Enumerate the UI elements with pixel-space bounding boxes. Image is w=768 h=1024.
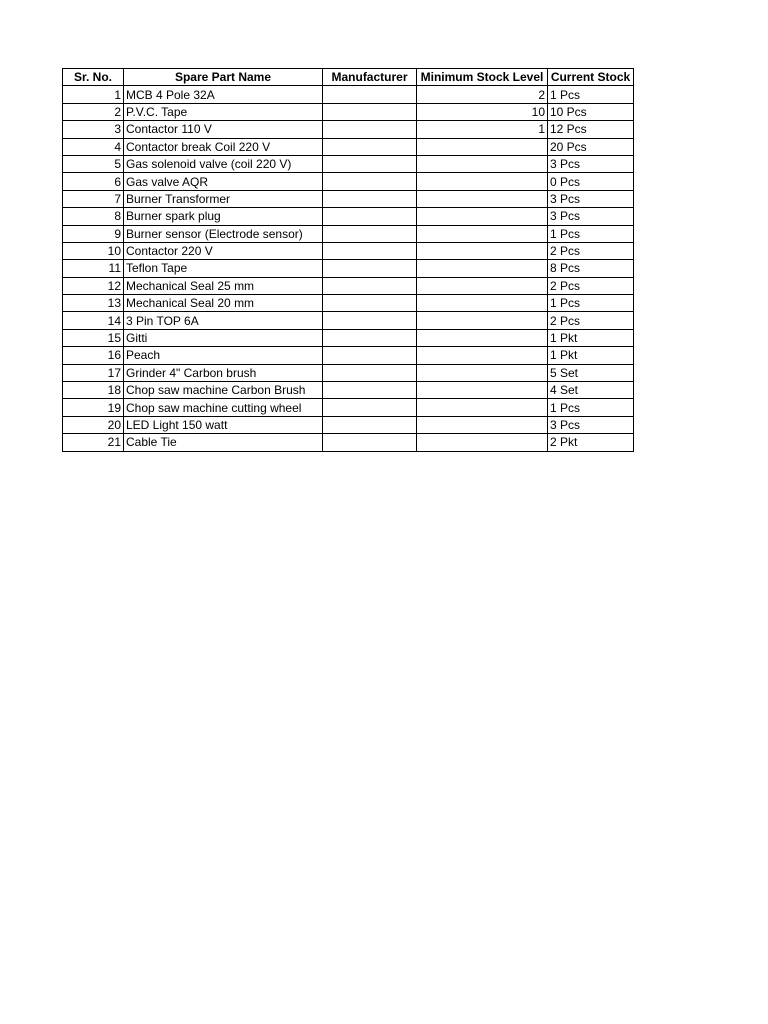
table-row	[63, 416, 634, 433]
cell-minimum-stock-level	[417, 208, 548, 225]
cell-sr-no: 12	[63, 277, 124, 294]
cell-minimum-stock-level: 10	[417, 103, 548, 120]
table-body	[63, 86, 634, 451]
cell-minimum-stock-level	[417, 382, 548, 399]
table-row	[63, 173, 634, 190]
cell-minimum-stock-level	[417, 173, 548, 190]
column-header-manufacturer: Manufacturer	[323, 69, 417, 86]
table-row	[63, 277, 634, 294]
cell-spare-part-name: Contactor break Coil 220 V	[124, 138, 323, 155]
cell-manufacturer	[323, 382, 417, 399]
cell-sr-no: 5	[63, 155, 124, 172]
cell-current-stock: 2 Pcs	[548, 242, 634, 259]
cell-current-stock: 10 Pcs	[548, 103, 634, 120]
spare-parts-sheet	[62, 68, 634, 452]
table-row	[63, 121, 634, 138]
cell-sr-no: 3	[63, 121, 124, 138]
cell-minimum-stock-level	[417, 399, 548, 416]
table-row	[63, 103, 634, 120]
cell-sr-no: 17	[63, 364, 124, 381]
table-row	[63, 364, 634, 381]
cell-spare-part-name: Gas valve AQR	[124, 173, 323, 190]
cell-minimum-stock-level	[417, 434, 548, 451]
cell-minimum-stock-level	[417, 190, 548, 207]
cell-current-stock: 1 Pkt	[548, 329, 634, 346]
cell-manufacturer	[323, 225, 417, 242]
cell-spare-part-name: LED Light 150 watt	[124, 416, 323, 433]
cell-current-stock: 1 Pcs	[548, 225, 634, 242]
cell-current-stock: 5 Set	[548, 364, 634, 381]
cell-sr-no: 11	[63, 260, 124, 277]
cell-current-stock: 12 Pcs	[548, 121, 634, 138]
cell-manufacturer	[323, 416, 417, 433]
column-header-minimum-stock-level: Minimum Stock Level	[417, 69, 548, 86]
cell-minimum-stock-level	[417, 364, 548, 381]
cell-current-stock: 3 Pcs	[548, 155, 634, 172]
cell-manufacturer	[323, 155, 417, 172]
cell-minimum-stock-level	[417, 329, 548, 346]
cell-minimum-stock-level	[417, 242, 548, 259]
cell-current-stock: 8 Pcs	[548, 260, 634, 277]
cell-manufacturer	[323, 190, 417, 207]
cell-spare-part-name: Gitti	[124, 329, 323, 346]
cell-spare-part-name: Burner sensor (Electrode sensor)	[124, 225, 323, 242]
cell-sr-no: 6	[63, 173, 124, 190]
cell-sr-no: 8	[63, 208, 124, 225]
cell-spare-part-name: Contactor 110 V	[124, 121, 323, 138]
cell-sr-no: 14	[63, 312, 124, 329]
cell-minimum-stock-level	[417, 277, 548, 294]
cell-current-stock: 3 Pcs	[548, 208, 634, 225]
cell-sr-no: 21	[63, 434, 124, 451]
cell-spare-part-name: Cable Tie	[124, 434, 323, 451]
cell-manufacturer	[323, 329, 417, 346]
cell-sr-no: 16	[63, 347, 124, 364]
column-header-spare-part-name: Spare Part Name	[124, 69, 323, 86]
cell-manufacturer	[323, 86, 417, 103]
cell-sr-no: 4	[63, 138, 124, 155]
cell-current-stock: 2 Pcs	[548, 312, 634, 329]
cell-sr-no: 10	[63, 242, 124, 259]
cell-manufacturer	[323, 103, 417, 120]
table-row	[63, 434, 634, 451]
cell-sr-no: 9	[63, 225, 124, 242]
cell-spare-part-name: 3 Pin TOP 6A	[124, 312, 323, 329]
cell-manufacturer	[323, 312, 417, 329]
cell-spare-part-name: Chop saw machine cutting wheel	[124, 399, 323, 416]
cell-minimum-stock-level	[417, 312, 548, 329]
cell-spare-part-name: Burner spark plug	[124, 208, 323, 225]
table-row	[63, 86, 634, 103]
cell-sr-no: 20	[63, 416, 124, 433]
cell-minimum-stock-level: 1	[417, 121, 548, 138]
cell-spare-part-name: Burner Transformer	[124, 190, 323, 207]
cell-minimum-stock-level	[417, 260, 548, 277]
cell-manufacturer	[323, 173, 417, 190]
cell-sr-no: 1	[63, 86, 124, 103]
cell-current-stock: 1 Pkt	[548, 347, 634, 364]
cell-manufacturer	[323, 399, 417, 416]
cell-current-stock: 3 Pcs	[548, 416, 634, 433]
cell-current-stock: 2 Pcs	[548, 277, 634, 294]
table-row	[63, 208, 634, 225]
table-row	[63, 312, 634, 329]
cell-manufacturer	[323, 347, 417, 364]
column-header-current-stock: Current Stock	[548, 69, 634, 86]
header-row	[63, 69, 634, 86]
cell-minimum-stock-level	[417, 347, 548, 364]
cell-minimum-stock-level	[417, 138, 548, 155]
cell-spare-part-name: Teflon Tape	[124, 260, 323, 277]
table-row	[63, 329, 634, 346]
cell-spare-part-name: Gas solenoid valve (coil 220 V)	[124, 155, 323, 172]
cell-manufacturer	[323, 295, 417, 312]
cell-spare-part-name: Peach	[124, 347, 323, 364]
cell-spare-part-name: Chop saw machine Carbon Brush	[124, 382, 323, 399]
column-header-sr-no: Sr. No.	[63, 69, 124, 86]
cell-current-stock: 1 Pcs	[548, 399, 634, 416]
cell-sr-no: 15	[63, 329, 124, 346]
cell-minimum-stock-level	[417, 225, 548, 242]
cell-manufacturer	[323, 260, 417, 277]
cell-current-stock: 20 Pcs	[548, 138, 634, 155]
cell-spare-part-name: MCB 4 Pole 32A	[124, 86, 323, 103]
cell-manufacturer	[323, 208, 417, 225]
cell-current-stock: 1 Pcs	[548, 295, 634, 312]
cell-sr-no: 13	[63, 295, 124, 312]
cell-sr-no: 18	[63, 382, 124, 399]
cell-spare-part-name: Mechanical Seal 25 mm	[124, 277, 323, 294]
table-row	[63, 242, 634, 259]
cell-minimum-stock-level: 2	[417, 86, 548, 103]
cell-manufacturer	[323, 277, 417, 294]
cell-manufacturer	[323, 121, 417, 138]
table-row	[63, 399, 634, 416]
cell-sr-no: 19	[63, 399, 124, 416]
spare-parts-table	[62, 68, 634, 452]
cell-manufacturer	[323, 434, 417, 451]
table-row	[63, 138, 634, 155]
cell-spare-part-name: P.V.C. Tape	[124, 103, 323, 120]
cell-sr-no: 2	[63, 103, 124, 120]
cell-spare-part-name: Contactor 220 V	[124, 242, 323, 259]
table-row	[63, 155, 634, 172]
cell-current-stock: 2 Pkt	[548, 434, 634, 451]
cell-manufacturer	[323, 138, 417, 155]
cell-current-stock: 4 Set	[548, 382, 634, 399]
cell-current-stock: 3 Pcs	[548, 190, 634, 207]
cell-minimum-stock-level	[417, 155, 548, 172]
cell-current-stock: 1 Pcs	[548, 86, 634, 103]
table-row	[63, 225, 634, 242]
cell-minimum-stock-level	[417, 416, 548, 433]
table-row	[63, 295, 634, 312]
cell-minimum-stock-level	[417, 295, 548, 312]
table-header	[63, 69, 634, 86]
cell-sr-no: 7	[63, 190, 124, 207]
table-row	[63, 382, 634, 399]
table-row	[63, 190, 634, 207]
cell-manufacturer	[323, 242, 417, 259]
table-row	[63, 347, 634, 364]
cell-current-stock: 0 Pcs	[548, 173, 634, 190]
cell-spare-part-name: Mechanical Seal 20 mm	[124, 295, 323, 312]
cell-spare-part-name: Grinder 4" Carbon brush	[124, 364, 323, 381]
cell-manufacturer	[323, 364, 417, 381]
table-row	[63, 260, 634, 277]
